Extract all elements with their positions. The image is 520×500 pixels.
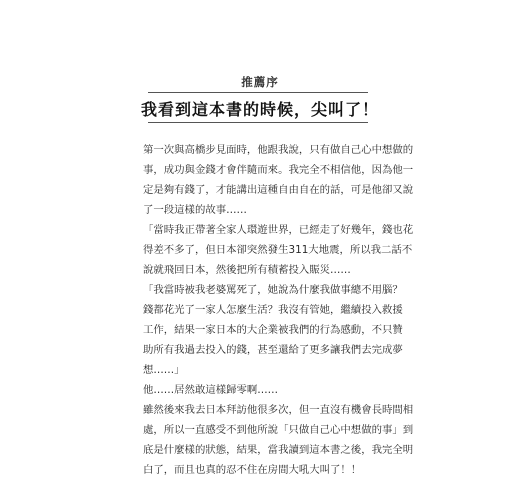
body-line: 錢都花光了一家人怎麼生活？我沒有管她，繼續投入救援 xyxy=(143,304,403,316)
body-line: 想……」 xyxy=(143,364,185,376)
body-line: 第一次與高橋步見面時，他跟我說，只有做自己心中想做的 xyxy=(143,144,414,156)
body-line: 雖然後來我去日本拜訪他很多次，但一直沒有機會長時間相 xyxy=(143,404,414,416)
body-line: 工作，結果一家日本的大企業被我們的行為感動，不只贊 xyxy=(143,324,403,336)
body-line: 助所有我過去投入的錢，甚至還給了更多讓我們去完成夢 xyxy=(143,344,403,356)
body-line: 處，所以一直感受不到他所說「只做自己心中想做的事」到 xyxy=(143,424,414,436)
body-line: 他……居然敢這樣歸零啊…… xyxy=(143,384,279,396)
body-line: 「我當時被我老婆罵死了，她說為什麼我做事總不用腦？ xyxy=(143,284,403,296)
title-top-rule xyxy=(148,92,368,93)
section-label: 推薦序 xyxy=(241,75,279,89)
body-line: 白了，而且也真的忍不住在房間大吼大叫了！！ xyxy=(143,464,362,476)
body-line: 「當時我正帶著全家人環遊世界，已經走了好幾年，錢也花 xyxy=(143,224,414,236)
body-line: 定是夠有錢了，才能講出這種自由自在的話，可是他卻又說 xyxy=(143,184,414,196)
page-title: 我看到這本書的時候，尖叫了！ xyxy=(140,100,379,119)
body-line: 說就飛回日本，然後把所有積蓄投入賑災…… xyxy=(143,264,351,276)
title-bottom-rule xyxy=(148,122,368,123)
body-text xyxy=(143,140,414,480)
body-line: 得差不多了，但日本卻突然發生311大地震，所以我二話不 xyxy=(143,244,413,256)
body-line: 了一段這樣的故事…… xyxy=(143,204,247,216)
body-line: 事，成功與金錢才會伴隨而來。我完全不相信他，因為他一 xyxy=(143,164,414,176)
body-line: 底是什麼樣的狀態，結果，當我讀到這本書之後，我完全明 xyxy=(143,444,414,456)
